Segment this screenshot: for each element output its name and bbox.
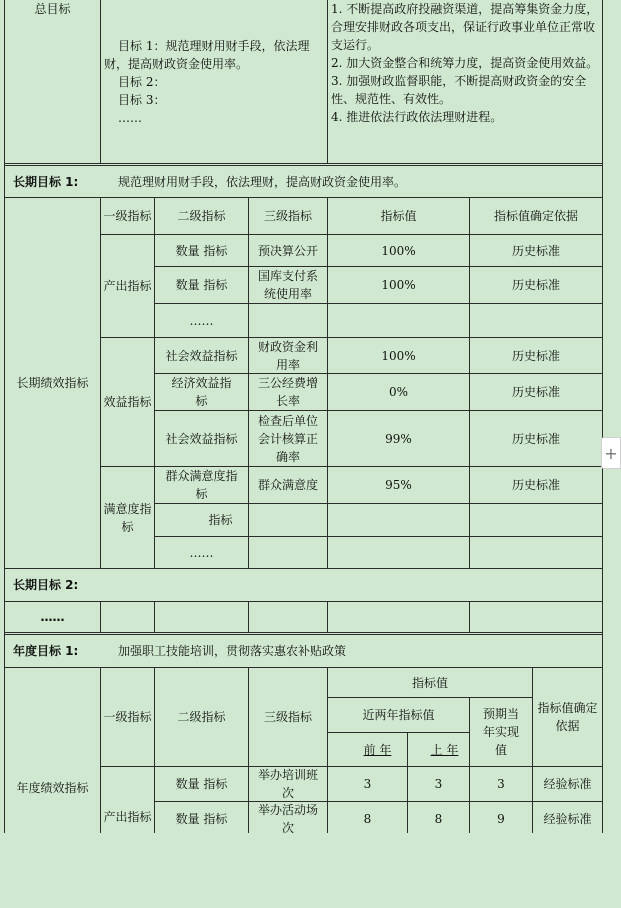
table-row-l3 xyxy=(249,537,327,568)
table-row-basis: 历史标准 xyxy=(511,478,560,492)
annual-header-expected: 预期当年实现值 xyxy=(482,707,519,757)
annual-perf-label: 年度绩效指标 xyxy=(16,781,89,795)
long-header-basis: 指标值确定依据 xyxy=(493,209,578,223)
table-row-l2: 数量 指标 xyxy=(175,812,228,826)
long-benefit-category: 效益指标 xyxy=(103,395,152,409)
total-goal-label: 总目标 xyxy=(34,2,71,16)
table-row-basis: 历史标准 xyxy=(511,243,560,258)
long-goal-1-text: 规范理财用财手段，依法理财，提高财政资金使用率。 xyxy=(118,174,407,189)
table-row-l2: 经济效益指标 xyxy=(171,376,232,408)
table-row-l3: 群众满意度 xyxy=(257,478,318,492)
table-row-l2: 社会效益指标 xyxy=(165,348,238,363)
prev-year-suffix: 前 年 xyxy=(363,742,392,757)
table-row-expected: 9 xyxy=(497,812,505,826)
table-row-l3: 国库支付系统使用率 xyxy=(257,269,318,301)
table-row-expected: 3 xyxy=(497,777,505,791)
table-row-basis xyxy=(470,504,602,536)
table-row-value xyxy=(328,504,469,536)
table-row-l2: 指标 xyxy=(208,513,233,527)
table-row-l3: 预决算公开 xyxy=(257,243,318,258)
table-row-l3: 举办活动场次 xyxy=(257,803,318,835)
expand-plus-icon[interactable]: + xyxy=(601,437,621,469)
table-row-last: 3 xyxy=(434,777,443,791)
annual-header-l2: 二级指标 xyxy=(177,710,226,724)
total-goal-contents xyxy=(331,0,599,126)
total-goal-content-2: 2. 加大资金整合和统筹力度，提高资金使用效益。 xyxy=(331,56,599,70)
total-goal-content-4: 4. 推进依法行政依法理财进程。 xyxy=(331,110,503,124)
table-row-value: 95% xyxy=(385,478,412,492)
table-row-basis: 历史标准 xyxy=(511,385,560,399)
table-row-value xyxy=(328,537,469,568)
annual-header-basis: 指标值确定依据 xyxy=(537,701,598,733)
annual-header-prev-year xyxy=(328,733,407,766)
table-row-last: 8 xyxy=(434,812,443,826)
table-row-l2: …… xyxy=(189,545,214,560)
last-year-suffix: 上 年 xyxy=(430,742,459,757)
long-goal-1-label: 长期目标 1: xyxy=(13,174,79,189)
table-row-l2: 社会效益指标 xyxy=(165,431,238,446)
annual-header-value: 指标值 xyxy=(411,675,448,690)
table-row-basis: 历史标准 xyxy=(511,348,560,363)
annual-header-l1: 一级指标 xyxy=(103,710,152,724)
table-row-value: 100% xyxy=(381,278,416,292)
table-row-basis: 经验标准 xyxy=(543,777,592,791)
long-output-category: 产出指标 xyxy=(103,279,152,293)
table-row-prev: 3 xyxy=(363,777,372,791)
total-goal-content-3: 3. 加强财政监督职能，不断提高财政资金的安全性、规范性、有效性。 xyxy=(331,74,587,106)
long-goal-2-label: 长期目标 2: xyxy=(13,578,79,592)
annual-header-two-years: 近两年指标值 xyxy=(362,708,435,722)
ellipsis-row-label: …… xyxy=(40,610,65,624)
table-row-l3: 检查后单位会计核算正确率 xyxy=(257,413,318,464)
table-row-basis xyxy=(470,537,602,568)
table-row-basis: 历史标准 xyxy=(511,431,560,446)
table-row-l3 xyxy=(249,504,327,536)
total-goal-target-more: …… xyxy=(118,111,142,125)
long-header-l1: 一级指标 xyxy=(103,209,152,223)
table-row-value xyxy=(328,304,469,337)
table-row-basis: 历史标准 xyxy=(511,278,560,292)
long-perf-label: 长期绩效指标 xyxy=(16,376,89,390)
total-goal-target-3: 目标 3： xyxy=(118,93,166,107)
annual-output-category: 产出指标 xyxy=(103,810,152,824)
long-satisfaction-category: 满意度指标 xyxy=(103,501,152,534)
total-goal-content-1: 1. 不断提高政府投融资渠道，提高筹集资金力度，合理安排财政各项支出，保证行政事业单位正常收支运行。 xyxy=(331,2,599,52)
table-row-l3: 财政资金利用率 xyxy=(257,339,318,372)
table-row-l3: 举办培训班次 xyxy=(257,768,318,800)
table-row-basis xyxy=(470,304,602,337)
long-header-value: 指标值 xyxy=(380,209,417,223)
total-goal-target-1: 目标 1：规范理财用财手段，依法理财，提高财政资金使用率。 xyxy=(104,39,310,71)
annual-goal-1-text: 加强职工技能培训，贯彻落实惠农补贴政策 xyxy=(118,644,347,658)
table-row-l2: …… xyxy=(189,313,214,328)
long-header-l3: 三级指标 xyxy=(263,209,312,223)
table-row-basis: 经验标准 xyxy=(543,812,592,826)
long-header-l2: 二级指标 xyxy=(177,209,226,223)
table-row-l2: 数量 指标 xyxy=(175,777,228,791)
table-row-prev: 8 xyxy=(363,812,372,826)
annual-header-l3: 三级指标 xyxy=(263,710,312,724)
table-row-l2: 数量 指标 xyxy=(175,278,228,292)
total-goal-target-2: 目标 2： xyxy=(118,75,166,89)
table-row-l3: 三公经费增长率 xyxy=(257,376,318,408)
table-row-value: 0% xyxy=(388,385,409,399)
table-row-value: 100% xyxy=(381,243,416,258)
table-row-value: 100% xyxy=(381,348,416,363)
annual-goal-1-label: 年度目标 1: xyxy=(13,644,79,658)
table-row-l3 xyxy=(249,304,327,337)
table-row-l2: 群众满意度指标 xyxy=(165,469,238,501)
table-row-value: 99% xyxy=(385,431,412,446)
total-goal-targets xyxy=(104,37,326,127)
table-row-l2: 数量 指标 xyxy=(175,243,228,258)
annual-header-last-year xyxy=(408,733,469,766)
